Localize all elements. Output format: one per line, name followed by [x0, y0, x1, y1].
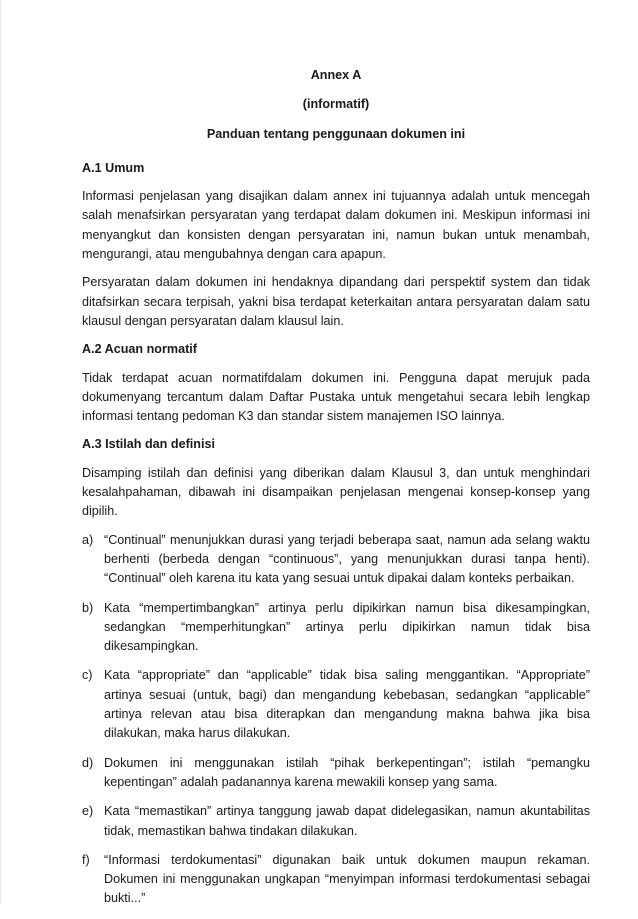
section-a3: [82, 435, 590, 908]
list-item-text: “Continual” menunjukkan durasi yang terjadi beberapa saat, namun ada selang waktu berhenti (berbeda dengan “continuous”, yang menunjukkan durasi tanpa henti). “Continual” oleh karena itu kata yang sesuai untuk dipakai dalam konteks perbaikan.: [104, 532, 590, 586]
section-a3-paragraph-1: Disamping istilah dan definisi yang diberikan dalam Klausul 3, dan untuk menghindari kesalahpahaman, dibawah ini disampaikan penjelasan mengenai konsep-konsep yang dipilih.: [82, 465, 590, 519]
list-item: [82, 666, 590, 743]
list-item: [82, 531, 590, 589]
list-item-marker: d): [82, 755, 94, 770]
section-a1-paragraph-2: Persyaratan dalam dokumen ini hendaknya dipandang dari perspektif system dan tidak ditafsirkan secara terpisah, yakni bisa terdapat keterkaitan antara persyaratan dalam satu klausul dengan persyaratan dalam klausul lain.: [82, 275, 590, 328]
guide-title: Panduan tentang penggunaan dokumen ini: [206, 126, 466, 141]
list-item-text: Kata “appropriate” dan “applicable” tidak bisa saling menggantikan. “Appropriate” artinya sesuai (untuk, bagi) dan mengandung kebebasan, sedangkan “applicable” artinya relevan atau bisa diterapkan dan mengandung makna bahwa jika bisa dilakukan, maka harus dilakukan.: [104, 668, 590, 741]
list-item-text: Dokumen ini menggunakan istilah “pihak berkepentingan”; istilah “pemangku kepentingan” adalah padanannya karena mewakili konsep yang sama.: [104, 755, 590, 789]
list-item: [82, 802, 590, 841]
document-content: [82, 66, 590, 919]
annex-subtitle: (informatif): [302, 97, 370, 112]
section-a1-paragraph-1: Informasi penjelasan yang disajikan dalam annex ini tujuannya adalah untuk mencegah salah menafsirkan persyaratan yang terdapat dalam dokumen ini. Meskipun informasi ini menyangkut dan konsisten dengan persyaratan ini, namun bukan untuk menambah, mengurangi, atau mengubahnya dengan cara apapun.: [82, 189, 590, 262]
list-item-marker: f): [82, 852, 90, 867]
list-item-marker: c): [82, 668, 93, 683]
section-a1-heading: A.1 Umum: [82, 160, 145, 175]
list-item: [82, 754, 590, 793]
definitions-list: [82, 531, 590, 909]
list-item: [82, 851, 590, 909]
list-item-text: Kata “mempertimbangkan” artinya perlu dipikirkan namun bisa dikesampingkan, sedangkan “memperhitungkan” artinya perlu dipikirkan namun tidak bisa dikesampingkan.: [104, 600, 590, 654]
list-item-text: Kata “memastikan” artinya tanggung jawab dapat didelegasikan, namun akuntabilitas tidak, memastikan bahwa tindakan dilakukan.: [104, 804, 590, 838]
annex-title: Annex A: [310, 68, 362, 82]
list-item-marker: a): [82, 532, 94, 547]
list-item-marker: b): [82, 600, 94, 615]
section-a2-paragraph-1: Tidak terdapat acuan normatifdalam dokumen ini. Pengguna dapat merujuk pada dokumenyang tercantum dalam Daftar Pustaka untuk mengetahui secara lebih lengkap informasi tentang pedoman K3 dan standar sistem manajemen ISO lainnya.: [82, 370, 590, 424]
section-a2: [82, 340, 590, 426]
section-a2-heading: A.2 Acuan normatif: [82, 342, 197, 357]
section-a3-heading: A.3 Istilah dan definisi: [82, 437, 215, 452]
section-a1: [82, 159, 590, 331]
list-item-marker: e): [82, 804, 94, 819]
list-item: [82, 599, 590, 657]
list-item-text: “Informasi terdokumentasi” digunakan baik untuk dokumen maupun rekaman. Dokumen ini menggunakan ungkapan “menyimpan informasi terdokumentasi sebagai bukti...”: [104, 852, 590, 906]
